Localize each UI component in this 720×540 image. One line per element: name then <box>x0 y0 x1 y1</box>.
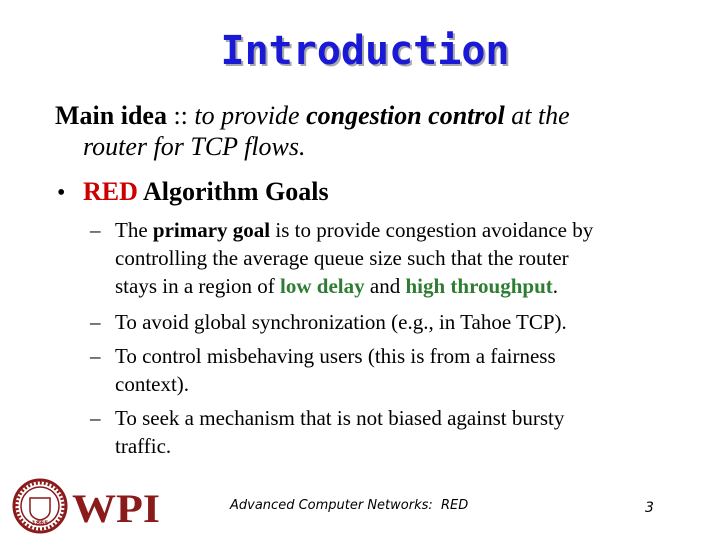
red-keyword: RED <box>83 177 138 206</box>
goal-4-b: traffic. <box>115 434 172 458</box>
footer-course: Advanced Computer Networks: RED <box>230 498 469 513</box>
goal-item-4 <box>90 404 680 460</box>
goal-1-primary: primary goal <box>152 218 271 242</box>
goal-1-c: is to provide congestion avoidance by <box>270 218 594 242</box>
goal-4-text <box>90 404 680 460</box>
goal-item-3 <box>90 342 680 398</box>
main-idea <box>55 100 675 162</box>
goal-1-high-throughput: high throughput <box>405 274 553 298</box>
goal-1-g: and <box>364 274 406 298</box>
wpi-seal-icon <box>14 480 66 532</box>
dash-3: – <box>90 344 101 368</box>
goal-1-e: stays in a region of <box>115 274 281 298</box>
slide-title: Introduction <box>220 28 510 74</box>
goal-1-d: controlling the average queue size such that the router <box>115 246 569 270</box>
bullet-rest: Algorithm Goals <box>137 177 329 206</box>
main-idea-text2: at the <box>504 101 570 130</box>
dash-1: – <box>90 218 101 242</box>
goal-item-2 <box>90 308 680 336</box>
goal-1-text <box>90 216 680 300</box>
dash-2: – <box>90 310 101 334</box>
main-idea-sep: :: <box>166 101 195 130</box>
wpi-logo <box>12 478 162 534</box>
bullet-glyph: • <box>57 180 66 206</box>
main-idea-emphasis: congestion control <box>306 101 505 130</box>
seal-year: 1865 <box>31 520 49 527</box>
goal-1-low-delay: low delay <box>280 274 365 298</box>
goal-3-a: To control misbehaving users (this is from a fairness <box>115 344 556 368</box>
page-number: 3 <box>645 500 654 516</box>
main-idea-text1: to provide <box>194 101 307 130</box>
main-idea-line2: router for TCP flows. <box>83 132 306 161</box>
main-idea-label: Main idea <box>55 101 167 130</box>
goal-2-text: To avoid global synchronization (e.g., in Tahoe TCP). <box>115 310 567 334</box>
goal-4-a: To seek a mechanism that is not biased against bursty <box>115 406 565 430</box>
goal-3-text <box>90 342 680 398</box>
goal-item-1 <box>90 216 680 300</box>
goal-1-a: The <box>115 218 153 242</box>
goal-3-b: context). <box>115 372 190 396</box>
bullet-red-goals <box>57 176 329 209</box>
goal-1-i: . <box>552 274 558 298</box>
dash-4: – <box>90 406 101 430</box>
wpi-logo-text: WPI <box>72 486 160 531</box>
